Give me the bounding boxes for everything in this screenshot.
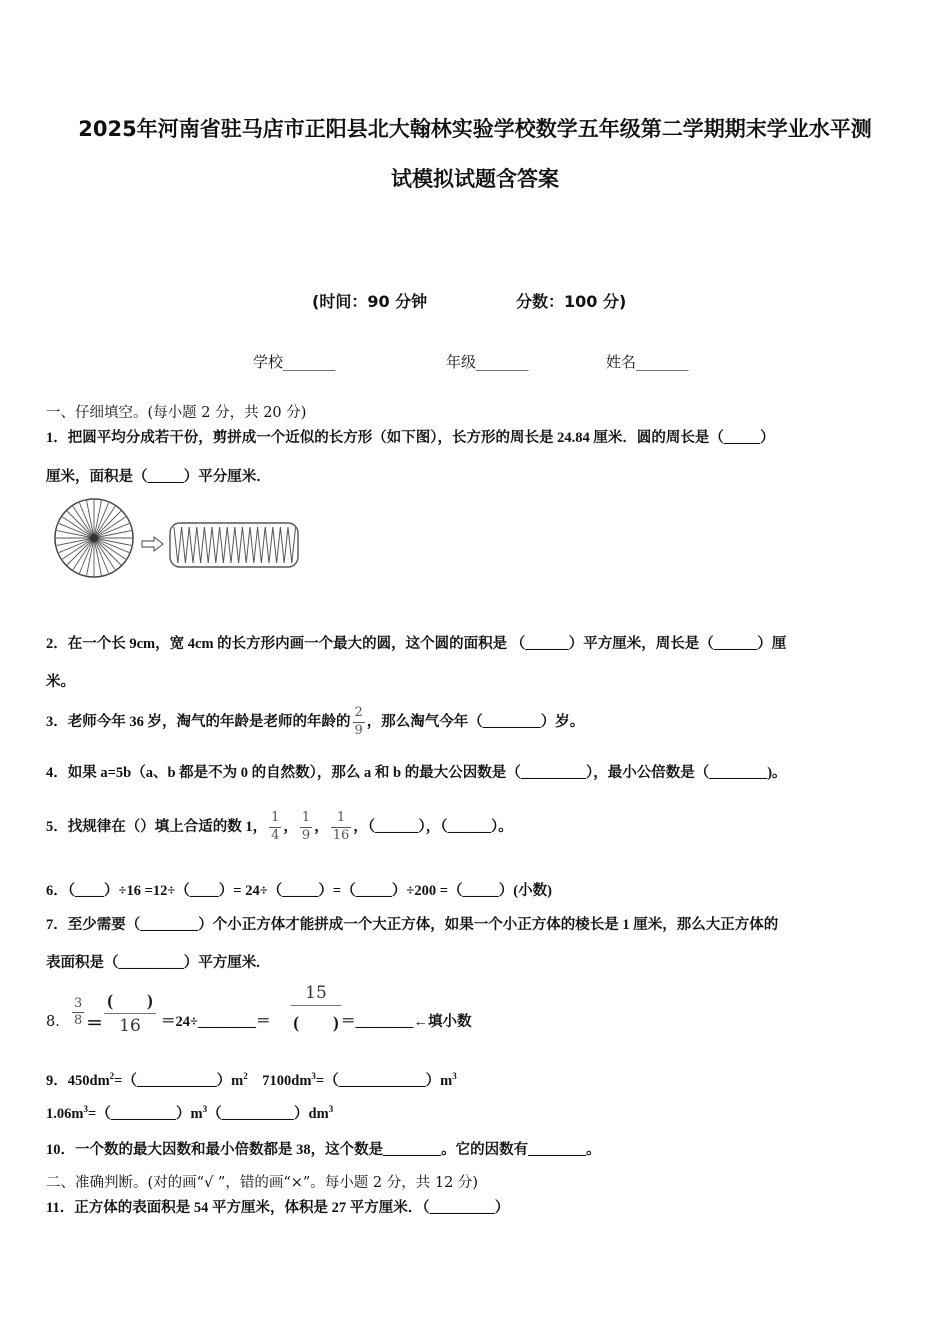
- grade-field: 年级_______: [446, 353, 529, 371]
- circle-to-rectangle-figure: [50, 496, 310, 582]
- arrow-icon: [142, 537, 163, 551]
- circle-spoke: [67, 538, 94, 565]
- circle-spoke: [67, 511, 94, 538]
- section2-heading: 二、准确判断。(对的画“√ ”，错的画“×”。每小题 2 分，共 12 分): [46, 1175, 479, 1191]
- page-title-line1: 2025年河南省驻马店市正阳县北大翰林实验学校数学五年级第二学期期末学业水平测: [78, 117, 872, 141]
- approximate-rectangle-icon: [170, 523, 298, 567]
- section1-heading: 一、仔细填空。(每小题 2 分，共 20 分): [46, 405, 307, 421]
- name-field: 姓名_______: [606, 353, 689, 371]
- school-field: 学校_______: [253, 353, 336, 371]
- divided-circle-icon: [55, 499, 133, 577]
- exam-time: (时间：90 分钟: [312, 292, 428, 311]
- exam-score: 分数：100 分): [516, 292, 627, 311]
- fraction-1-9: $\frac{1}{9}$: [301, 810, 311, 843]
- question-8-end: ＝________←填小数: [341, 1014, 472, 1030]
- question-9-line1: 9．$450dm^2=(\_\_\_\_\_\_\_\_\_\_\_)m^2$ $7100dm^3=(\_\_\_\_\_\_\_\_\_\_\_\_)m^3$: [46, 1071, 457, 1089]
- fraction-blank-16: ( ) 16: [104, 986, 156, 1036]
- question-9-line2: $1.06m^3=(\_\_\_\_\_\_\_\_\_)m^3(\_\_\_\_\_\_\_\_\_\_)dm^3$: [46, 1104, 334, 1122]
- fraction-2-9: $\frac{2}{9}$: [354, 705, 363, 738]
- question-8-number: 8．: [46, 1014, 70, 1030]
- page-title-line2: 试模拟试题含答案: [391, 167, 559, 191]
- question-7-line1: 7．至少需要（________）个小正方体才能拼成一个大正方体，如果一个小正方体的棱长是 1 厘米，那么大正方体的: [46, 917, 779, 933]
- equals-sign: ＝: [86, 1014, 103, 1033]
- question-1-line1: 1．把圆平均分成若干份，剪拼成一个近似的长方形（如下图），长方形的周长是 24.84 厘米．圆的周长是（_____）: [46, 430, 775, 446]
- question-5: 5．找规律在（）填上合适的数 1， $\frac{1}{4}$ ， $\frac{1}{9}$ ， $\frac{1}{16}$ ，（______），（______）。: [46, 810, 513, 843]
- fraction-1-4: $\frac{1}{4}$: [271, 810, 280, 843]
- question-3: 3．老师今年 36 岁，淘气的年龄是老师的年龄的 $\frac{2}{9}$ ，那么淘气今年（________）岁。: [46, 705, 585, 738]
- question-2-line2: 米。: [46, 674, 75, 690]
- question-1-line2: 厘米，面积是（_____）平分厘米．: [46, 469, 271, 485]
- circle-spoke: [94, 538, 121, 565]
- fraction-3-8: $\frac{3}{8}$: [74, 996, 83, 1029]
- question-6: 6．（____）÷16 =12÷（____）= 24÷（_____）=（_____）÷200 =（_____）(小数): [46, 883, 552, 899]
- question-4: 4．如果 a=5b（a、b 都是不为 0 的自然数），那么 a 和 b 的最大公因数是（_________），最小公倍数是（________)。: [46, 765, 787, 781]
- question-10: 10．一个数的最大因数和最小倍数都是 38，这个数是________。它的因数有________。: [46, 1142, 601, 1158]
- fraction-1-16: $\frac{1}{16}$: [332, 810, 350, 843]
- question-8-middle: ＝24÷________＝: [161, 1014, 271, 1030]
- question-2-line1: 2．在一个长 9cm，宽 4cm 的长方形内画一个最大的圆，这个圆的面积是 （______）平方厘米，周长是（______）厘: [46, 636, 787, 652]
- question-7-line2: 表面积是（_________）平方厘米.: [46, 955, 260, 971]
- circle-spoke: [94, 511, 121, 538]
- question-11: 11．正方体的表面积是 54 平方厘米，体积是 27 平方厘米．（_________）: [46, 1200, 510, 1216]
- fraction-15-blank: 15 ( ): [291, 983, 341, 1033]
